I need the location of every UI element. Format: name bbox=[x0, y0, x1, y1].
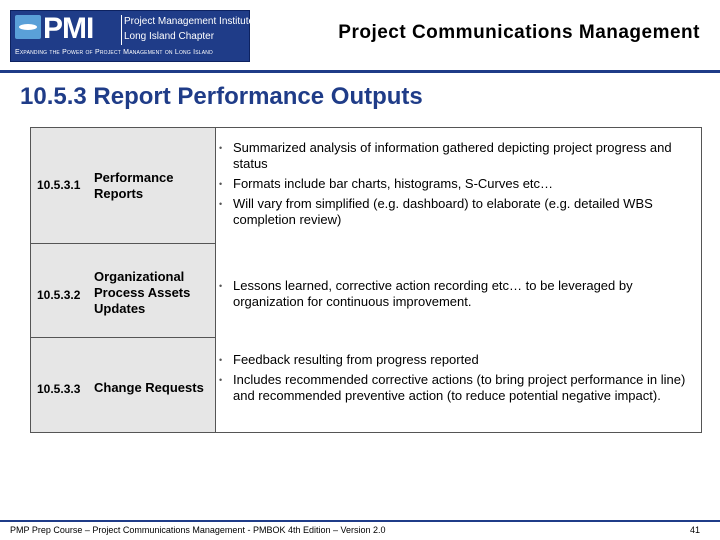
bullet-text: Feedback resulting from progress reported bbox=[233, 352, 479, 367]
list-item bbox=[219, 278, 695, 310]
row-bullet-list bbox=[219, 352, 695, 408]
bullet-icon: • bbox=[219, 199, 223, 209]
row-name: Change Requests bbox=[94, 380, 204, 395]
logo-tagline: Expanding the Power of Project Management on Long Island bbox=[15, 49, 213, 56]
bullet-text: Will vary from simplified (e.g. dashboard) to elaborate (e.g. detailed WBS completion review) bbox=[233, 196, 653, 227]
footer-divider bbox=[0, 520, 720, 522]
bullet-icon: • bbox=[219, 179, 223, 189]
list-item bbox=[219, 196, 695, 228]
pmi-logo bbox=[10, 10, 255, 62]
row-name: Performance Reports bbox=[94, 170, 174, 201]
slide-title: 10.5.3 Report Performance Outputs bbox=[20, 83, 423, 110]
row-bullet-list bbox=[219, 278, 695, 314]
header-title: Project Communications Management bbox=[338, 22, 700, 43]
logo-divider bbox=[121, 15, 122, 45]
table-row bbox=[31, 243, 701, 337]
row-number: 10.5.3.1 bbox=[37, 178, 81, 192]
header-divider bbox=[0, 70, 720, 73]
row-number: 10.5.3.3 bbox=[37, 382, 81, 396]
list-item bbox=[219, 140, 695, 172]
list-item bbox=[219, 176, 695, 192]
pmi-logo-mark-icon bbox=[15, 15, 41, 39]
row-label-cell bbox=[31, 243, 216, 337]
table-row bbox=[31, 128, 701, 243]
table-row bbox=[31, 337, 701, 432]
bullet-icon: • bbox=[219, 143, 223, 153]
page-number: 41 bbox=[689, 525, 700, 535]
bullet-icon: • bbox=[219, 281, 223, 291]
bullet-icon: • bbox=[219, 355, 223, 365]
bullet-text: Formats include bar charts, histograms, S-Curves etc… bbox=[233, 176, 554, 191]
list-item bbox=[219, 352, 695, 368]
logo-pmi-text: PMI bbox=[43, 12, 94, 45]
bullet-text: Lessons learned, corrective action recording etc… to be leveraged by organization for continuous improvement. bbox=[233, 278, 633, 309]
bullet-text: Summarized analysis of information gathered depicting project progress and status bbox=[233, 140, 672, 171]
row-label-cell bbox=[31, 337, 216, 432]
outputs-table bbox=[30, 127, 702, 433]
row-name: Organizational Process Assets Updates bbox=[94, 269, 191, 316]
row-number: 10.5.3.2 bbox=[37, 288, 81, 302]
logo-chapter-name: Long Island Chapter bbox=[124, 31, 215, 42]
bullet-text: Includes recommended corrective actions (to bring project performance in line) and recommended preventive action (to reduce potential negative impact). bbox=[233, 372, 686, 403]
row-label-cell bbox=[31, 128, 216, 243]
bullet-icon: • bbox=[219, 375, 223, 385]
footer-text: PMP Prep Course – Project Communications Management - PMBOK 4th Edition – Version 2.0 bbox=[10, 525, 386, 535]
logo-org-name: Project Management Institute bbox=[124, 16, 255, 27]
row-bullet-list bbox=[219, 140, 695, 232]
list-item bbox=[219, 372, 695, 404]
